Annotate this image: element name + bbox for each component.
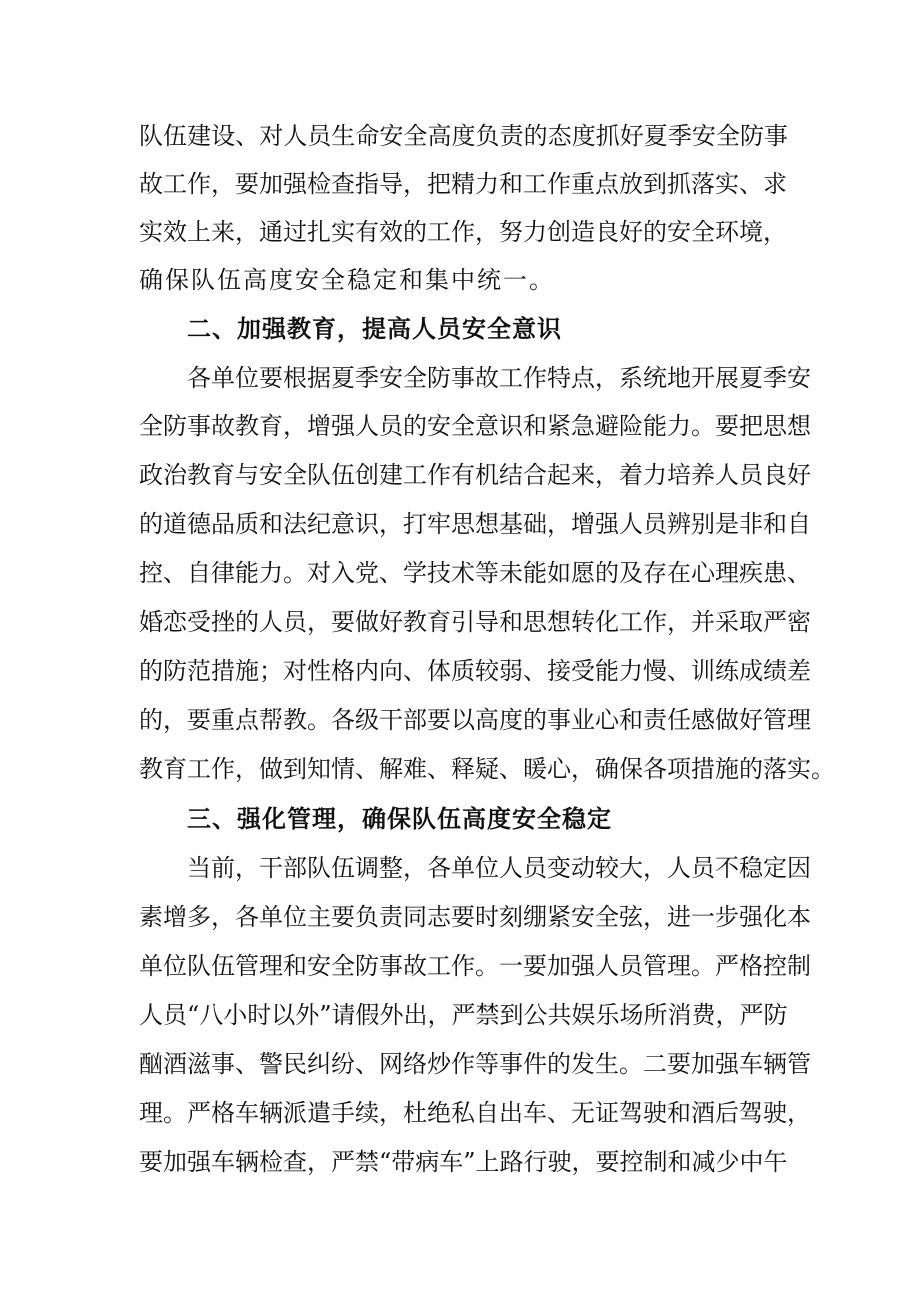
section-2-line-9: 教育工作，做到知情、解难、释疑、暖心，确保各项措施的落实。 (139, 755, 835, 783)
section-2-line-7: 的防范措施；对性格内向、体质较弱、接受能力慢、训练成绩差 (139, 657, 811, 685)
section-3-line-3: 单位队伍管理和安全防事故工作。一要加强人员管理。严格控制 (139, 952, 811, 980)
section-3-line-1: 当前，干部队伍调整，各单位人员变动较大，人员不稳定因 (187, 854, 811, 882)
paragraph-1-line-4: 确保队伍高度安全稳定和集中统一。 (139, 266, 555, 294)
section-2-heading: 二、加强教育，提高人员安全意识 (187, 315, 562, 343)
section-3-heading: 三、强化管理，确保队伍高度安全稳定 (187, 805, 612, 833)
section-3-line-7: 要加强车辆检查，严禁“带病车”上路行驶，要控制和减少中午 (139, 1148, 788, 1176)
section-3-line-5: 酗酒滋事、警民纠纷、网络炒作等事件的发生。二要加强车辆管 (139, 1050, 811, 1078)
section-2-line-8: 的，要重点帮教。各级干部要以高度的事业心和责任感做好管理 (139, 706, 811, 734)
section-2-line-3: 政治教育与安全队伍创建工作有机结合起来，着力培养人员良好 (139, 461, 811, 489)
section-3-line-6: 理。严格车辆派遣手续，杜绝私自出车、无证驾驶和酒后驾驶， (139, 1099, 811, 1127)
section-2-line-2: 全防事故教育，增强人员的安全意识和紧急避险能力。要把思想 (139, 412, 811, 440)
paragraph-1-line-3: 实效上来，通过扎实有效的工作，努力创造良好的安全环境， (139, 218, 787, 246)
section-2-line-4: 的道德品质和法纪意识，打牢思想基础，增强人员辨别是非和自 (139, 510, 811, 538)
section-2-line-6: 婚恋受挫的人员，要做好教育引导和思想转化工作，并采取严密 (139, 608, 811, 636)
section-3-line-4: 人员“八小时以外”请假外出，严禁到公共娱乐场所消费，严防 (139, 1001, 788, 1029)
section-2-line-5: 控、自律能力。对入党、学技术等未能如愿的及存在心理疾患、 (139, 559, 811, 587)
paragraph-1-line-1: 队伍建设、对人员生命安全高度负责的态度抓好夏季安全防事 (139, 122, 788, 150)
section-2-line-1: 各单位要根据夏季安全防事故工作特点，系统地开展夏季安 (187, 364, 811, 392)
paragraph-1-line-2: 故工作，要加强检查指导，把精力和工作重点放到抓落实、求 (139, 170, 787, 198)
section-3-line-2: 素增多，各单位主要负责同志要时刻绷紧安全弦，进一步强化本 (139, 903, 811, 931)
